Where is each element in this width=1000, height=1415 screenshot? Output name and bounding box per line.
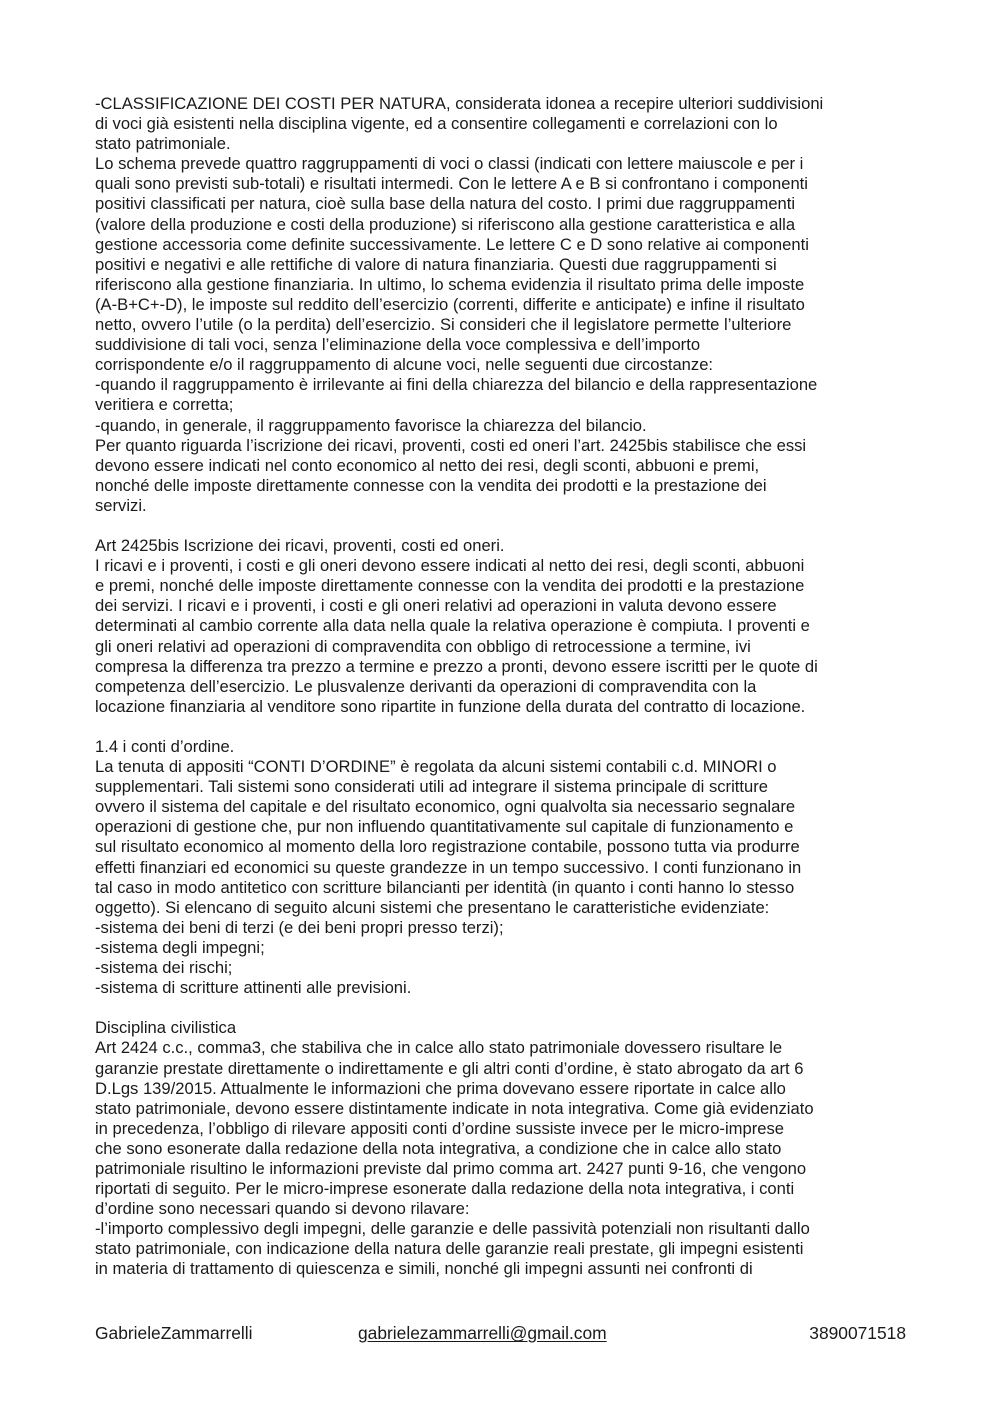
text-line: -quando, in generale, il raggruppamento favorisce la chiarezza del bilancio. — [95, 415, 647, 435]
document-body — [95, 94, 910, 1280]
page-footer — [95, 1322, 906, 1344]
text-line: tal caso in modo antitetico con scritture bilancianti per identità (in quanto i conti hanno lo stesso — [95, 877, 795, 897]
footer-author-name: GabrieleZammarrelli — [95, 1323, 253, 1343]
text-line: La tenuta di appositi “CONTI D’ORDINE” è regolata da alcuni sistemi contabili c.d. MINORI o — [95, 757, 777, 777]
text-line: determinati al cambio corrente alla data nella quale la relativa operazione è compiuta. I proventi e — [95, 616, 810, 636]
text-line: corrispondente e/o il raggruppamento di alcune voci, nelle seguenti due circostanze: — [95, 355, 714, 375]
text-line: -sistema dei rischi; — [95, 958, 233, 978]
text-line: servizi. — [95, 495, 147, 515]
text-line: competenza dell’esercizio. Le plusvalenze derivanti da operazioni di compravendita con la — [95, 676, 757, 696]
text-line: locazione finanziaria al venditore sono ripartite in funzione della durata del contratto di locazione. — [95, 696, 806, 716]
text-line: di voci già esistenti nella disciplina vigente, ed a consentire collegamenti e correlazioni con lo — [95, 114, 778, 134]
text-line: nonché delle imposte direttamente connesse con la vendita dei prodotti e la prestazione dei — [95, 475, 767, 495]
text-line: Lo schema prevede quattro raggruppamenti di voci o classi (indicati con lettere maiuscole e per i — [95, 154, 804, 174]
text-line: Per quanto riguarda l’iscrizione dei ricavi, proventi, costi ed oneri l’art. 2425bis stabilisce che essi — [95, 435, 807, 455]
text-line: oggetto). Si elencano di seguito alcuni sistemi che presentano le caratteristiche evidenziate: — [95, 897, 770, 917]
text-line: -sistema degli impegni; — [95, 937, 265, 957]
text-line: operazioni di gestione che, pur non influendo quantitativamente sul capitale di funzionamento e — [95, 817, 794, 837]
text-line: effetti finanziari ed economici su queste grandezze in un tempo successivo. I conti funzionano in — [95, 857, 802, 877]
text-line: -sistema di scritture attinenti alle previsioni. — [95, 978, 412, 998]
text-line: -sistema dei beni di terzi (e dei beni propri presso terzi); — [95, 917, 504, 937]
text-line: (A-B+C+-D), le imposte sul reddito dell’esercizio (correnti, differite e anticipate) e infine il risultato — [95, 294, 805, 314]
text-line: in materia di trattamento di quiescenza e simili, nonché gli impegni assunti nei confronti di — [95, 1259, 753, 1279]
text-line: garanzie prestate direttamente o indirettamente e gli altri conti d’ordine, è stato abrogato da art 6 — [95, 1058, 804, 1078]
text-line: che sono esonerate dalla redazione della nota integrativa, a condizione che in calce allo stato — [95, 1138, 782, 1158]
text-line: Disciplina civilistica — [95, 1018, 237, 1038]
text-line: positivi e negativi e alle rettifiche di valore di natura finanziaria. Questi due raggruppamenti si — [95, 254, 777, 274]
text-line: stato patrimoniale. — [95, 134, 231, 154]
text-line: patrimoniale risultino le informazioni previste dal primo comma art. 2427 punti 9-16, che vengono — [95, 1158, 807, 1178]
text-line: positivi classificati per natura, cioè sulla base della natura del costo. I primi due raggruppamenti — [95, 194, 796, 214]
text-line: d’ordine sono necessari quando si devono rilavare: — [95, 1199, 470, 1219]
text-line: devono essere indicati nel conto economico al netto dei resi, degli sconti, abbuoni e premi, — [95, 455, 760, 475]
text-line: in precedenza, l’obbligo di rilevare appositi conti d’ordine sussiste invece per le micro-imprese — [95, 1118, 784, 1138]
text-line: ovvero il sistema del capitale e del risultato economico, ogni qualvolta sia necessario segnalare — [95, 797, 796, 817]
text-line: Art 2425bis Iscrizione dei ricavi, proventi, costi ed oneri. — [95, 536, 505, 556]
text-line: stato patrimoniale, devono essere distintamente indicate in nota integrativa. Come già evidenziato — [95, 1098, 814, 1118]
text-line: riportati di seguito. Per le micro-imprese esonerate dalla redazione della nota integrativa, i conti — [95, 1179, 795, 1199]
text-line: Art 2424 c.c., comma3, che stabiliva che in calce allo stato patrimoniale dovessero risultare le — [95, 1038, 783, 1058]
text-line: quali sono previsti sub-totali) e risultati intermedi. Con le lettere A e B si confrontano i componenti — [95, 174, 808, 194]
footer-email-link[interactable]: gabrielezammarrelli@gmail.com — [358, 1323, 607, 1343]
text-line: gestione accessoria come definite successivamente. Le lettere C e D sono relative ai componenti — [95, 234, 809, 254]
text-line: suddivisione di tali voci, senza l’eliminazione della voce complessiva e dell’importo — [95, 335, 701, 355]
text-line: D.Lgs 139/2015. Attualmente le informazioni che prima dovevano essere riportate in calce allo — [95, 1078, 786, 1098]
text-line: e premi, nonché delle imposte direttamente connesse con la vendita dei prodotti e la prestazione — [95, 576, 805, 596]
text-line: 1.4 i conti d’ordine. — [95, 737, 235, 756]
text-line: -CLASSIFICAZIONE DEI COSTI PER NATURA, considerata idonea a recepire ulteriori suddivisioni — [95, 94, 824, 113]
paragraph-gap — [95, 998, 910, 1018]
text-line: netto, ovvero l’utile (o la perdita) dell’esercizio. Si consideri che il legislatore permette l’ulteriore — [95, 315, 792, 335]
text-line: -quando il raggruppamento è irrilevante ai fini della chiarezza del bilancio e della rappresentazione — [95, 375, 818, 395]
footer-phone-number: 3890071518 — [809, 1323, 906, 1343]
text-line: gli oneri relativi ad operazioni di compravendita con obbligo di retrocessione a termine, ivi — [95, 636, 751, 656]
text-line: veritiera e corretta; — [95, 395, 234, 415]
text-line: I ricavi e i proventi, i costi e gli oneri devono essere indicati al netto dei resi, degli sconti, abbuoni — [95, 556, 805, 576]
text-line: compresa la differenza tra prezzo a termine e prezzo a pronti, devono essere iscritti per le quote di — [95, 656, 818, 676]
paragraph-gap — [95, 717, 910, 737]
paragraph-gap — [95, 516, 910, 536]
text-line: sul risultato economico al momento della loro registrazione contabile, possono tutta via produrre — [95, 837, 800, 857]
text-line: stato patrimoniale, con indicazione della natura delle garanzie reali prestate, gli impegni esistenti — [95, 1239, 804, 1259]
text-line: (valore della produzione e costi della produzione) si riferiscono alla gestione caratteristica e alla — [95, 214, 796, 234]
text-line: dei servizi. I ricavi e i proventi, i costi e gli oneri relativi ad operazioni in valuta devono essere — [95, 596, 777, 616]
text-line: supplementari. Tali sistemi sono considerati utili ad integrare il sistema principale di scritture — [95, 777, 768, 797]
text-line: riferiscono alla gestione finanziaria. In ultimo, lo schema evidenzia il risultato prima delle imposte — [95, 274, 805, 294]
text-line: -l’importo complessivo degli impegni, delle garanzie e delle passività potenziali non risultanti dallo — [95, 1219, 810, 1239]
